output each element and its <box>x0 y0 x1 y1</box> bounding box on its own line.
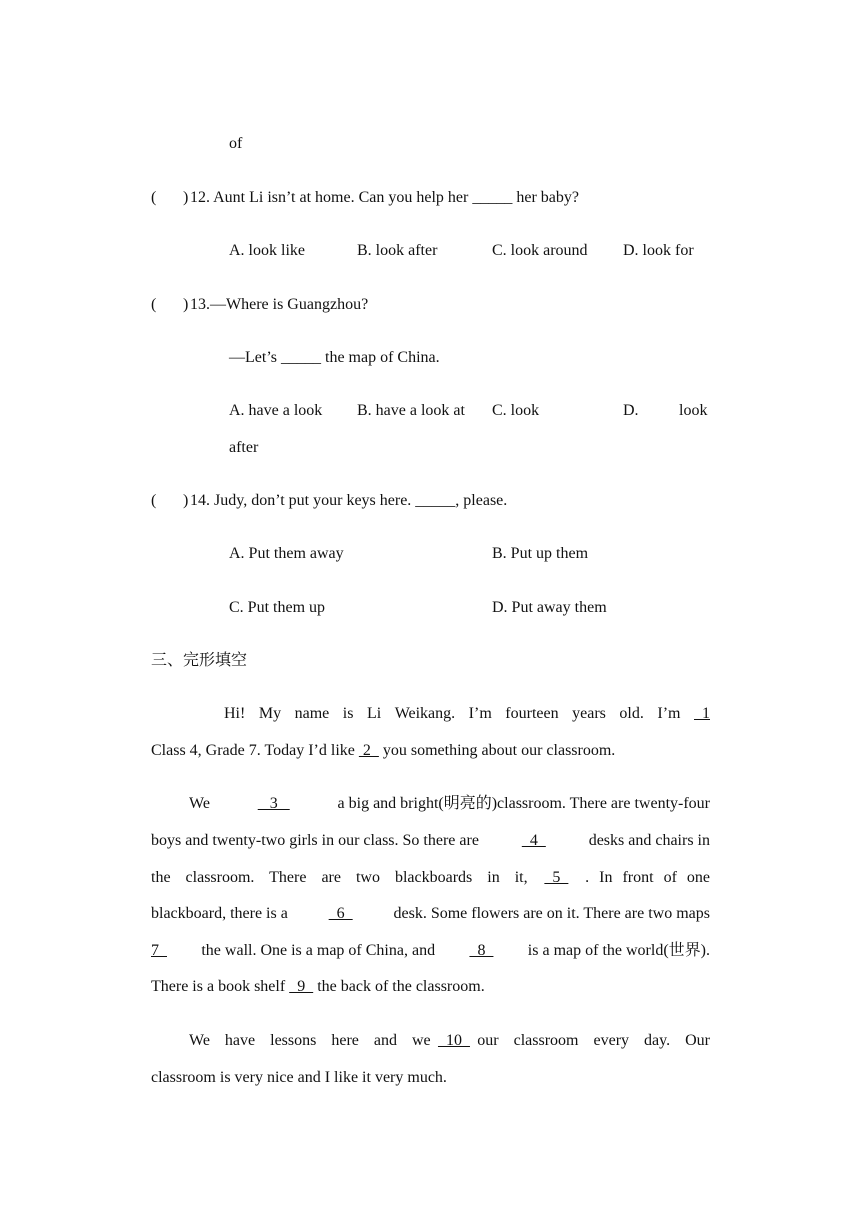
passage-p3-line1 <box>189 1031 710 1051</box>
text: the classroom. There are two blackboards in it, <box>151 869 528 886</box>
text: is a map of the world(世界). <box>523 942 710 959</box>
q13-option-d-word: look <box>679 402 708 419</box>
word: old. <box>619 705 644 722</box>
text: We have lessons here and we <box>189 1032 431 1049</box>
text: the wall. One is a map of China, and <box>197 942 440 959</box>
text: Class 4, Grade 7. Today I’d like <box>151 742 359 759</box>
q13-option-a[interactable]: A. have a look <box>229 402 323 419</box>
passage-p1-line2 <box>151 741 615 761</box>
passage-p3-line2: classroom is very nice and I like it very much. <box>151 1069 447 1086</box>
text: desk. Some flowers are on it. There are two maps <box>389 905 710 922</box>
q14-option-a[interactable]: A. Put them away <box>229 545 344 562</box>
passage-p2-line5 <box>151 941 710 961</box>
text: you something about our classroom. <box>378 742 616 759</box>
q14-answer-paren-close: ) <box>183 492 189 509</box>
q13-answer-paren-open[interactable]: ( <box>151 296 157 313</box>
passage-p2-line4 <box>151 904 710 924</box>
q14-answer-paren-open[interactable]: ( <box>151 492 157 509</box>
blank-8[interactable]: 8 <box>469 942 494 959</box>
passage-p2-line2 <box>151 831 710 851</box>
q13-answer-paren-close: ) <box>183 296 189 313</box>
text: We <box>189 795 214 812</box>
q12-option-c[interactable]: C. look around <box>492 242 588 259</box>
q12-option-d[interactable]: D. look for <box>623 242 694 259</box>
word: Hi! <box>224 705 246 722</box>
blank-10[interactable]: 10 <box>437 1032 470 1049</box>
q14-option-d[interactable]: D. Put away them <box>492 599 607 616</box>
q12-answer-paren-close: ) <box>183 189 189 206</box>
section-title: 三、完形填空 <box>151 652 248 669</box>
word: Li <box>366 705 382 722</box>
text: a big and bright(明亮的)classroom. There are twenty-four <box>333 795 710 812</box>
q13-reply: —Let’s _____ the map of China. <box>229 349 440 366</box>
passage-p2-line6 <box>151 977 485 997</box>
word: years <box>572 705 606 722</box>
word: Weikang. <box>394 705 456 722</box>
q14-stem: 14. Judy, don’t put your keys here. _____, please. <box>190 492 508 509</box>
word: is <box>342 705 354 722</box>
text: . In front of one <box>585 869 710 886</box>
blank-1[interactable]: 1 <box>694 705 710 722</box>
blank-7[interactable]: 7 <box>151 942 167 959</box>
blank-3[interactable]: 3 <box>257 795 290 812</box>
q14-option-b[interactable]: B. Put up them <box>492 545 589 562</box>
text: blackboard, there is a <box>151 905 292 922</box>
word: fourteen <box>505 705 559 722</box>
text: the back of the classroom. <box>313 978 485 995</box>
q13-option-c[interactable]: C. look <box>492 402 540 419</box>
q13-option-d[interactable]: D. <box>623 402 639 419</box>
q13-stem: 13.—Where is Guangzhou? <box>190 296 369 313</box>
q12-answer-paren-open[interactable]: ( <box>151 189 157 206</box>
passage-p2-line1 <box>189 794 710 814</box>
blank-5[interactable]: 5 <box>544 869 569 886</box>
word: I’m <box>657 705 681 722</box>
word: I’m <box>468 705 492 722</box>
q11-tail: of <box>229 135 243 152</box>
q13-option-d-wrap: after <box>229 439 259 456</box>
q12-option-b[interactable]: B. look after <box>357 242 438 259</box>
q13-option-b[interactable]: B. have a look at <box>357 402 465 419</box>
blank-4[interactable]: 4 <box>521 832 546 849</box>
q12-option-a[interactable]: A. look like <box>229 242 305 259</box>
blank-6[interactable]: 6 <box>328 905 353 922</box>
q12-stem: 12. Aunt Li isn’t at home. Can you help her _____ her baby? <box>190 189 579 206</box>
word: name <box>294 705 330 722</box>
passage-p2-line3 <box>151 868 710 888</box>
text: boys and twenty-two girls in our class. So there are <box>151 832 483 849</box>
passage-p1-line1 <box>224 704 710 724</box>
blank-9[interactable]: 9 <box>289 978 314 995</box>
text: desks and chairs in <box>584 832 710 849</box>
blank-2[interactable]: 2 <box>358 742 379 759</box>
text: There is a book shelf <box>151 978 290 995</box>
word: My <box>258 705 282 722</box>
q14-option-c[interactable]: C. Put them up <box>229 599 326 616</box>
text: our classroom every day. Our <box>477 1032 710 1049</box>
